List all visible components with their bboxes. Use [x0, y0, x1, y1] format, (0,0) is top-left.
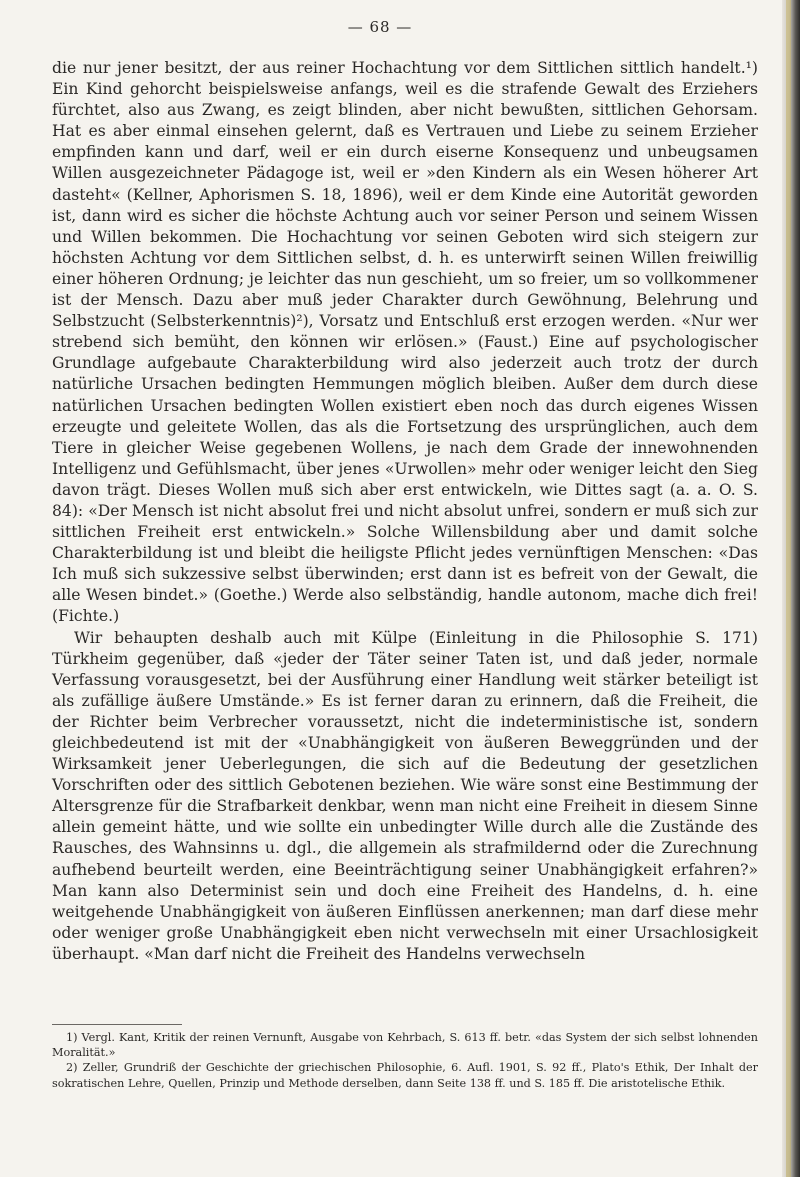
page-edge	[782, 0, 800, 1177]
page-number: — 68 —	[347, 18, 413, 36]
footnote-1: 1) Vergl. Kant, Kritik der reinen Vernunft, Ausgabe von Kehrbach, S. 613 ff. betr. «das System der sich selbst lohnenden Moralität.»	[52, 1031, 758, 1060]
paragraph-2: Wir behaupten deshalb auch mit Külpe (Einleitung in die Philosophie S. 171) Türkheim gegenüber, daß «jeder der Täter seiner Taten ist, und daß jeder, normale Verfassung vorausgesetzt, bei der Ausführung einer Handlung weit stärker beteiligt ist als zufällige äußere Umstände.» Es ist ferner daran zu erinnern, daß die Freiheit, die der Richter beim Verbrecher voraussetzt, nicht die indeterministische ist, sondern gleichbedeutend ist mit der «Unabhängigkeit von äußeren Beweggründen und der Wirksamkeit jener Ueberlegungen, die sich auf die Bedeutung der gesetzlichen Vorschriften oder des sittlich Gebotenen beziehen. Wie wäre sonst eine Bestimmung der Altersgrenze für die Strafbarkeit denkbar, wenn man nicht eine Freiheit in diesem Sinne allein gemeint hätte, und wie sollte ein unbedingter Wille durch alle die Zustände des Rausches, des Wahnsinns u. dgl., die allgemein als strafmildernd oder die Zurechnung aufhebend beurteilt werden, eine Beeinträchtigung seiner Unabhängigkeit erfahren?» Man kann also Determinist sein und doch eine Freiheit des Handelns, d. h. eine weitgehende Unabhängigkeit von äußeren Einflüssen anerkennen; man darf diese mehr oder weniger große Unabhängigkeit eben nicht verwechseln mit einer Ursachlosigkeit überhaupt. «Man darf nicht die Freiheit des Handelns verwechseln	[52, 628, 758, 963]
paragraph-1: die nur jener besitzt, der aus reiner Hochachtung vor dem Sittlichen sittlich handelt.¹) Ein Kind gehorcht beispielsweise anfangs, weil es die strafende Gewalt des Erziehers fürchtet, also aus Zwang, es zeigt blinden, aber nicht bewußten, sittlichen Gehorsam. Hat es aber einmal einsehen gelernt, daß es Vertrauen und Liebe zu seinem Erzieher empfinden kann und darf, weil er ein durch eiserne Konsequenz und unbeugsamen Willen ausgezeichneter Pädagoge ist, weil er »den Kindern als ein Wesen höherer Art dasteht« (Kellner, Aphorismen S. 18, 1896), weil er dem Kinde eine Autorität geworden ist, dann wird es sicher die höchste Achtung auch vor seiner Person und seinem Wissen und Willen bekommen. Die Hochachtung vor seinen Geboten wird sich steigern zur höchsten Achtung vor dem Sittlichen selbst, d. h. es unterwirft seinen Willen freiwillig einer höheren Ordnung; je leichter das nun geschieht, um so freier, um so vollkommener ist der Mensch. Dazu aber muß jeder Charakter durch Gewöhnung, Belehrung und Selbstzucht (Selbsterkenntnis)²), Vorsatz und Entschluß erst erzogen werden. «Nur wer strebend sich bemüht, den können wir erlösen.» (Faust.) Eine auf psychologischer Grundlage aufgebaute Charakterbildung wird also jederzeit auch trotz der durch natürliche Ursachen bedingten Hemmungen möglich bleiben. Außer dem durch diese natürlichen Ursachen bedingten Wollen existiert eben noch das durch eigenes Wissen erzeugte und geleitete Wollen, das als die Fortsetzung des ursprünglichen, auch dem Tiere in gleicher Weise gegebenen Wollens, je nach dem Grade der innewohnenden Intelligenz und Gefühlsmacht, über jenes «Urwollen» mehr oder weniger leicht den Sieg davon trägt. Dieses Wollen muß sich aber erst entwickeln, wie Dittes sagt (a. a. O. S. 84): «Der Mensch ist nicht absolut frei und nicht absolut unfrei, sondern er muß sich zur sittlichen Freiheit erst entwickeln.» Solche Willensbildung aber und damit solche Charakterbildung ist und bleibt die heiligste Pflicht jedes vernünftigen Menschen: «Das Ich muß sich sukzessive selbst überwinden; erst dann ist es befreit von der Gewalt, die alle Wesen bindet.» (Goethe.) Werde also selbständig, handle autonom, mache dich frei! (Fichte.)	[52, 59, 758, 626]
footnote-rule	[52, 1024, 182, 1025]
body-text	[52, 58, 758, 965]
footnote-2: 2) Zeller, Grundriß der Geschichte der griechischen Philosophie, 6. Aufl. 1901, S. 92 ff., Plato's Ethik, Der Inhalt der sokratischen Lehre, Quellen, Prinzip und Methode derselben, dann Seite 138 ff. und S. 185 ff. Die aristotelische Ethik.	[52, 1061, 758, 1090]
footnotes	[52, 1030, 758, 1091]
page-edge-stain	[786, 0, 791, 1177]
